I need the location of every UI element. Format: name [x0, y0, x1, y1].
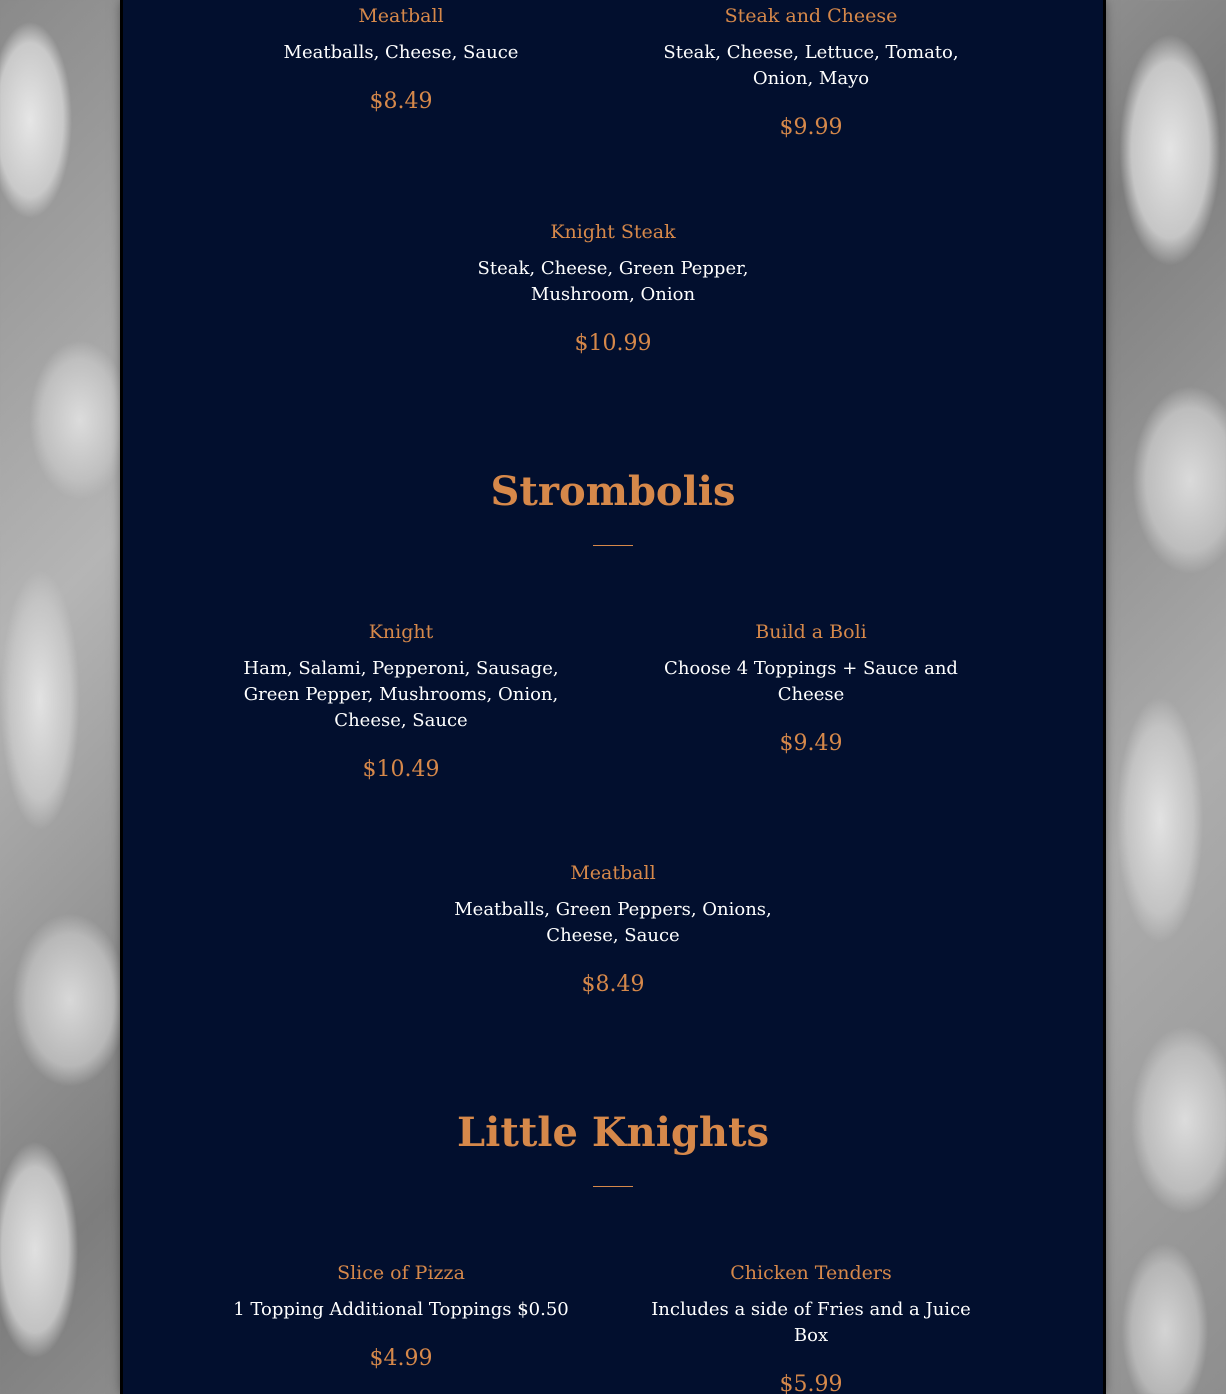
section-divider — [593, 1186, 633, 1187]
item-price: $8.49 — [581, 972, 645, 997]
item-name: Chicken Tenders — [730, 1262, 892, 1284]
item-name: Knight — [368, 621, 434, 643]
section-title-little-knights: Little Knights — [457, 1109, 769, 1156]
item-name: Steak and Cheese — [724, 5, 898, 27]
menu-item-build-a-boli — [641, 620, 981, 758]
item-price: $5.99 — [779, 1372, 843, 1394]
item-description: Includes a side of Fries and a Juice Box — [651, 1299, 971, 1346]
menu-item-knight-steak — [443, 220, 783, 358]
menu-item-meatball-sub — [231, 4, 571, 116]
item-price: $4.99 — [369, 1346, 433, 1371]
item-name: Build a Boli — [755, 621, 867, 643]
item-name: Meatball — [570, 862, 656, 884]
item-description: Steak, Cheese, Lettuce, Tomato, Onion, Mayo — [663, 42, 959, 89]
item-description: Meatballs, Cheese, Sauce — [283, 42, 519, 63]
item-name: Meatball — [358, 5, 444, 27]
item-description: Choose 4 Toppings + Sauce and Cheese — [664, 658, 958, 705]
item-description: Ham, Salami, Pepperoni, Sausage, Green Pepper, Mushrooms, Onion, Cheese, Sauce — [243, 658, 559, 731]
item-name: Knight Steak — [550, 221, 676, 243]
item-name: Slice of Pizza — [337, 1262, 465, 1284]
section-divider — [593, 545, 633, 546]
item-description: Steak, Cheese, Green Pepper, Mushroom, Onion — [477, 258, 749, 305]
menu-panel — [123, 0, 1103, 1394]
menu-item-slice-of-pizza — [231, 1261, 571, 1373]
item-price: $10.49 — [362, 757, 440, 782]
item-price: $10.99 — [574, 331, 652, 356]
menu-item-steak-and-cheese — [641, 4, 981, 142]
item-price: $9.49 — [779, 731, 843, 756]
item-price: $8.49 — [369, 89, 433, 114]
item-description: Meatballs, Green Peppers, Onions, Cheese, Sauce — [454, 899, 772, 946]
item-description: 1 Topping Additional Toppings $0.50 — [233, 1299, 569, 1320]
menu-item-knight-stromboli — [231, 620, 571, 784]
section-title-strombolis: Strombolis — [490, 468, 736, 515]
item-price: $9.99 — [779, 115, 843, 140]
menu-item-meatball-stromboli — [443, 861, 783, 999]
menu-item-chicken-tenders — [641, 1261, 981, 1394]
